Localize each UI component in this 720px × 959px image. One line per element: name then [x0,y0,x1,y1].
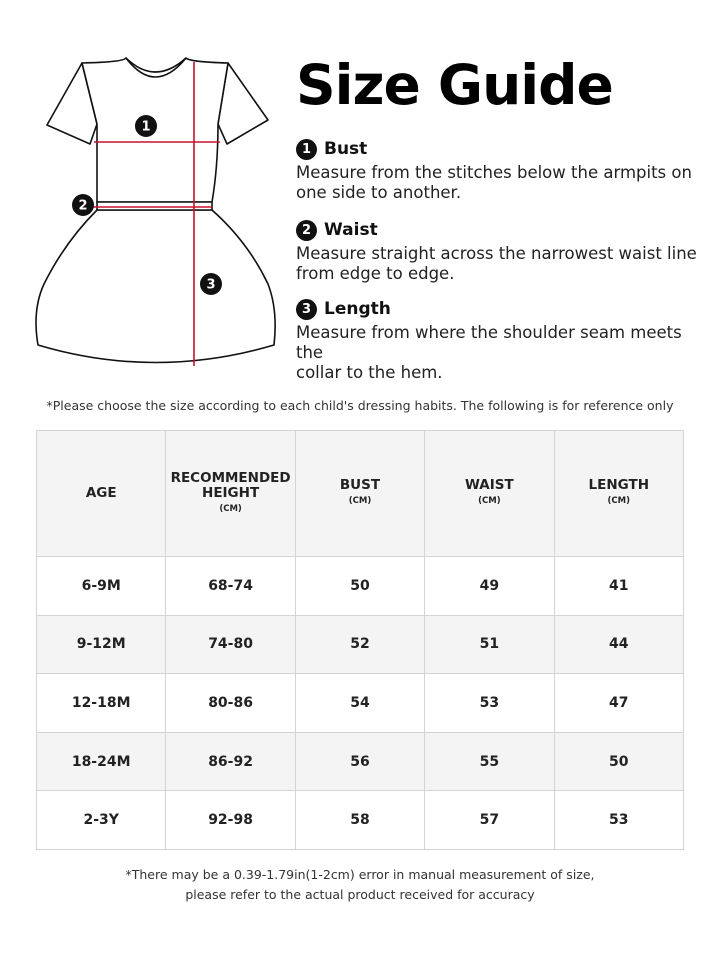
cell-waist: 51 [425,615,554,674]
page-title: Size Guide [296,53,613,117]
cell-waist: 57 [425,791,554,850]
cell-bust: 56 [295,732,424,791]
header-age: AGE [37,431,166,557]
cell-length: 53 [554,791,683,850]
number-badge: 3 [296,299,317,320]
cell-age: 2-3Y [37,791,166,850]
accuracy-note: *There may be a 0.39-1.79in(1-2cm) error in manual measurement of size, please refer to the actual product received for accuracy [125,867,595,902]
cell-height: 80-86 [166,674,295,733]
cell-height: 92-98 [166,791,295,850]
table-header-row [37,431,684,557]
measurement-description: Measure from the stitches below the armpits on one side to another. [296,163,692,202]
table-row [37,674,684,733]
cell-length: 50 [554,732,683,791]
cell-bust: 54 [295,674,424,733]
cell-length: 44 [554,615,683,674]
measurement-description: Measure from where the shoulder seam meets the collar to the hem. [296,323,682,382]
cell-age: 6-9M [37,557,166,616]
measurement-waist [296,217,706,284]
header-height: RECOMMENDED HEIGHT (CM) [166,431,295,557]
measurement-name: Bust [324,139,368,159]
measurement-name: Length [324,299,391,319]
cell-age: 9-12M [37,615,166,674]
cell-bust: 50 [295,557,424,616]
measurement-name: Waist [324,220,378,240]
cell-height: 68-74 [166,557,295,616]
number-badge: 2 [296,220,317,241]
cell-bust: 52 [295,615,424,674]
marker-1-label: 1 [141,119,151,135]
measurement-bust [296,136,706,203]
header-length: LENGTH (CM) [554,431,683,557]
marker-1 [135,115,157,137]
cell-length: 41 [554,557,683,616]
cell-length: 47 [554,674,683,733]
cell-age: 18-24M [37,732,166,791]
table-row [37,557,684,616]
cell-age: 12-18M [37,674,166,733]
marker-3-label: 3 [206,277,216,293]
measurement-description: Measure straight across the narrowest waist line from edge to edge. [296,244,697,283]
cell-bust: 58 [295,791,424,850]
measurement-length [296,296,706,383]
marker-2 [72,194,94,216]
table-row [37,615,684,674]
marker-2-label: 2 [78,198,88,214]
table-row [37,791,684,850]
reference-note: *Please choose the size according to each child's dressing habits. The following is for reference only [46,398,674,413]
cell-waist: 55 [425,732,554,791]
cell-height: 86-92 [166,732,295,791]
table-row [37,732,684,791]
cell-waist: 49 [425,557,554,616]
cell-height: 74-80 [166,615,295,674]
dress-diagram [30,52,280,377]
header-waist: WAIST (CM) [425,431,554,557]
header-bust: BUST (CM) [295,431,424,557]
number-badge: 1 [296,139,317,160]
marker-3 [200,273,222,295]
dress-icon [36,58,275,363]
cell-waist: 53 [425,674,554,733]
size-table [36,430,684,850]
